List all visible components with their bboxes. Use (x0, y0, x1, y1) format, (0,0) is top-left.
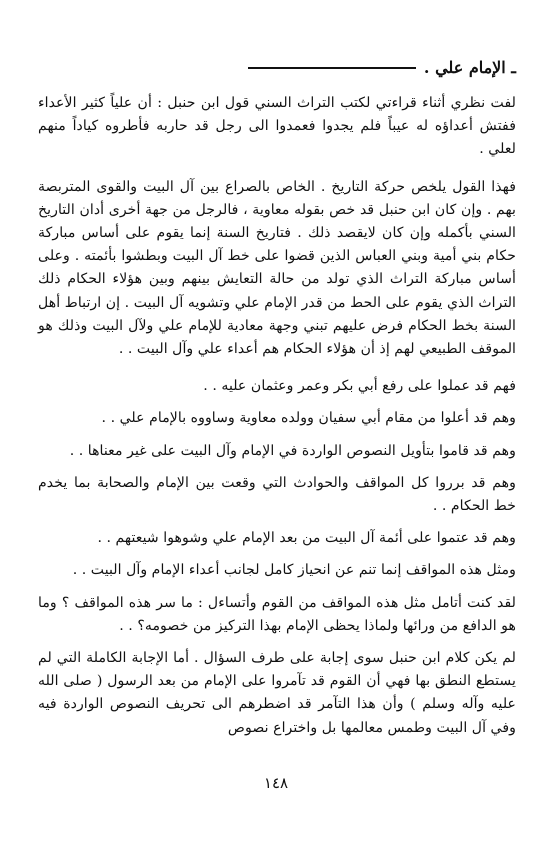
paragraph-8: ومثل هذه المواقف إنما تنم عن انحياز كامل لجانب أعداء الإمام وآل البيت . . (72, 562, 516, 579)
running-header (248, 58, 516, 77)
paragraph-7: وهم قد عتموا على أئمة آل البيت من بعد الإمام علي وشوهوا شيعتهم . . (97, 530, 516, 547)
paragraph-9: لقد كنت أتامل مثل هذه المواقف من القوم وأتساءل : ما سر هذه المواقف ؟ وما هو الدافع من ورائها ولماذا يحظى الإمام بهذا التركيز من خصومه؟ . . (38, 594, 516, 634)
page-number: ١٤٨ (263, 774, 289, 792)
paragraph-5: وهم قد قاموا بتأويل النصوص الواردة في الإمام وآل البيت على غير معناها . . (69, 442, 516, 459)
paragraph-3: فهم قد عملوا على رفع أبي بكر وعمر وعثمان عليه . . (203, 378, 516, 395)
paragraph-10: لم يكن كلام ابن حنبل سوى إجابة على طرف السؤال . أما الإجابة الكاملة التي لم يستطع النطق بها فهي أن القوم قد تآمروا على الإمام من بعد الرسول ( صلى الله عليه وآله وسلم ) وأن هذا التآمر قد اضطرهم الى تحريف النصوص الواردة فيه وفي آل البيت وطمس معالمها بل واختراع نصوص (38, 650, 516, 736)
paragraph-2: فهذا القول يلخص حركة التاريخ . الخاص بالصراع بين آل البيت والقوى المتربصة بهم . وإن كان ابن حنبل قد خص بقوله معاوية ، فالرجل من جهة أخرى أدان التاريخ السني بأكمله وإن كان لايقصد ذلك . فتاريخ السنة إنما يقوم على أساس مباركة حكام بني أمية وبني العباس الذين قضوا على خط آل البيت وبطشوا بأئمته . وعلى أساس مباركة التراث الذي تولد من حالة التعايش بينهم وبين هؤلاء الحكام ذلك التراث الذي يقوم على الحط من قدر الإمام علي وتشويه آل البيت . إن ارتباط أهل السنة بخط الحكام فرض عليهم تبني وجهة معادية للإمام علي ولآل البيت وذلك هو الموقف الطبيعي لهم إذ أن هؤلاء الحكام هم أعداء علي وآل البيت . . (38, 178, 516, 358)
header-title: ـ الإمام علي . (423, 58, 516, 77)
header-rule (248, 67, 416, 69)
paragraph-1: لفت نظري أثناء قراءتي لكتب التراث السني قول ابن حنبل : أن علياً كثير الأعداء ففتش أعداؤه له عيباً فلم يجدوا فعمدوا الى رجل قد حاربه فأطروه كياداً منهم لعلي . (38, 95, 516, 158)
paragraph-4: وهم قد أعلوا من مقام أبي سفيان وولده معاوية وساووه بالإمام علي . . (101, 410, 516, 427)
paragraph-6: وهم قد برروا كل المواقف والحوادث التي وقعت بين الإمام والصحابة بما يخدم خط الحكام . . (38, 474, 516, 515)
body-text (38, 92, 516, 749)
